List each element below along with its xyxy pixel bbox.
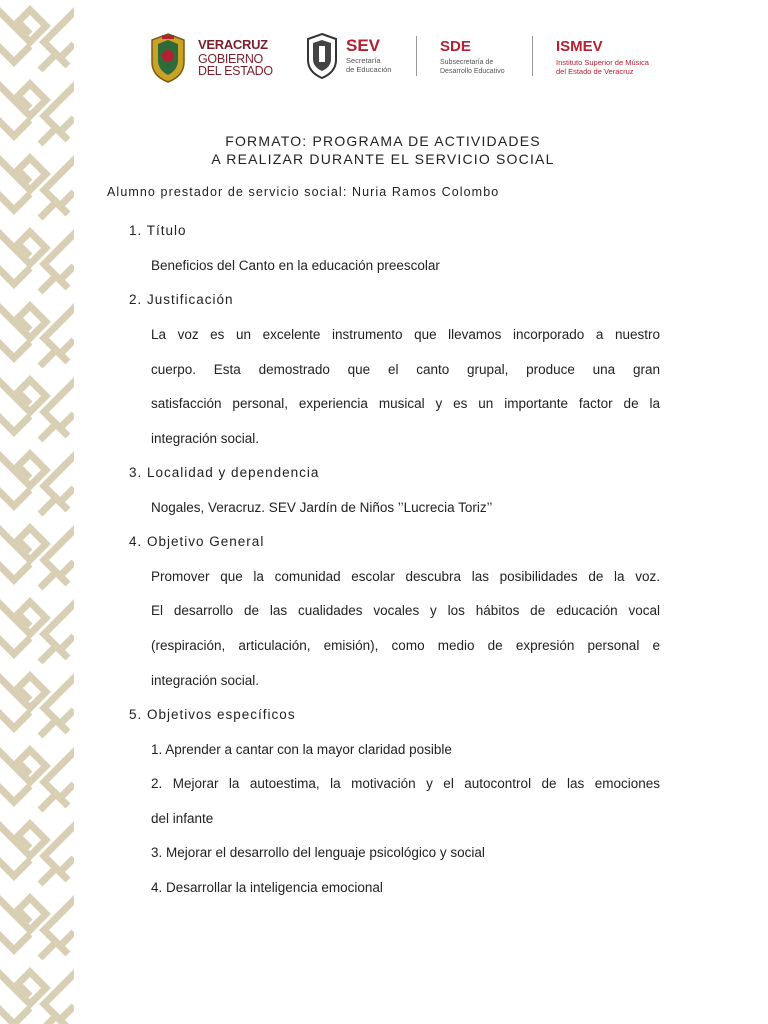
ismev-subtitle bbox=[556, 58, 649, 76]
student-name-line: Alumno prestador de servicio social: Nuria Ramos Colombo bbox=[107, 185, 500, 199]
sev-emblem-icon bbox=[304, 32, 340, 80]
sev-logo bbox=[304, 30, 414, 86]
section-text-line: satisfacción personal, experiencia musical y es un importante factor de la bbox=[151, 396, 660, 411]
sde-subtitle-line2: Desarrollo Educativo bbox=[440, 68, 505, 75]
decorative-border-pattern bbox=[0, 0, 74, 1024]
section-text-line: Beneficios del Canto en la educación preescolar bbox=[151, 258, 440, 273]
list-item: 4. Desarrollar la inteligencia emocional bbox=[151, 880, 383, 895]
sev-subtitle bbox=[346, 56, 391, 74]
section-heading-objetivo-general: 4. Objetivo General bbox=[129, 534, 265, 549]
section-heading-localidad: 3. Localidad y dependencia bbox=[129, 465, 320, 480]
section-text-line: cuerpo. Esta demostrado que el canto grupal, produce una gran bbox=[151, 362, 660, 377]
list-item: 3. Mejorar el desarrollo del lenguaje psicológico y social bbox=[151, 845, 485, 860]
ismev-logo bbox=[556, 30, 668, 86]
section-text-line: El desarrollo de las cualidades vocales y los hábitos de educación vocal bbox=[151, 603, 660, 618]
section-heading-titulo: 1. Título bbox=[129, 223, 187, 238]
sev-subtitle-line2: de Educación bbox=[346, 65, 392, 74]
document-title-line2: A REALIZAR DURANTE EL SERVICIO SOCIAL bbox=[211, 151, 555, 167]
veracruz-del-estado: DEL ESTADO bbox=[198, 64, 273, 78]
veracruz-name: VERACRUZ bbox=[198, 37, 268, 52]
section-text-line: (respiración, articulación, emisión), como medio de expresión personal e bbox=[151, 638, 660, 653]
veracruz-logo bbox=[148, 30, 278, 86]
header-logos bbox=[148, 30, 668, 86]
logo-separator bbox=[416, 36, 417, 76]
sde-name: SDE bbox=[440, 38, 471, 55]
document-title bbox=[100, 132, 666, 168]
section-heading-objetivos-especificos: 5. Objetivos específicos bbox=[129, 707, 296, 722]
list-item: 1. Aprender a cantar con la mayor claridad posible bbox=[151, 742, 452, 757]
ismev-name: ISMEV bbox=[556, 38, 603, 55]
section-text-line: integración social. bbox=[151, 673, 260, 688]
ismev-subtitle-line1: Instituto Superior de Música bbox=[556, 58, 649, 67]
sev-subtitle-line1: Secretaría bbox=[346, 56, 381, 65]
ismev-subtitle-line2: del Estado de Veracruz bbox=[556, 67, 634, 76]
document-title-line1: FORMATO: PROGRAMA DE ACTIVIDADES bbox=[225, 133, 541, 149]
list-item-continuation: del infante bbox=[151, 811, 214, 826]
veracruz-gobierno: GOBIERNO bbox=[198, 52, 263, 66]
sde-subtitle bbox=[440, 58, 505, 76]
sde-subtitle-line1: Subsecretaría de bbox=[440, 59, 494, 66]
sde-logo bbox=[440, 30, 530, 86]
section-text-line: Promover que la comunidad escolar descubra las posibilidades de la voz. bbox=[151, 569, 660, 584]
section-text-line: La voz es un excelente instrumento que llevamos incorporado a nuestro bbox=[151, 327, 660, 342]
section-heading-justificacion: 2. Justificación bbox=[129, 292, 234, 307]
veracruz-coat-of-arms-icon bbox=[148, 32, 188, 84]
section-text-line: Nogales, Veracruz. SEV Jardín de Niños ’’Lucrecia Toriz’’ bbox=[151, 500, 493, 515]
sev-name: SEV bbox=[346, 36, 381, 55]
section-text-line: integración social. bbox=[151, 431, 260, 446]
logo-separator bbox=[532, 36, 533, 76]
list-item: 2. Mejorar la autoestima, la motivación y el autocontrol de las emociones bbox=[151, 776, 660, 791]
